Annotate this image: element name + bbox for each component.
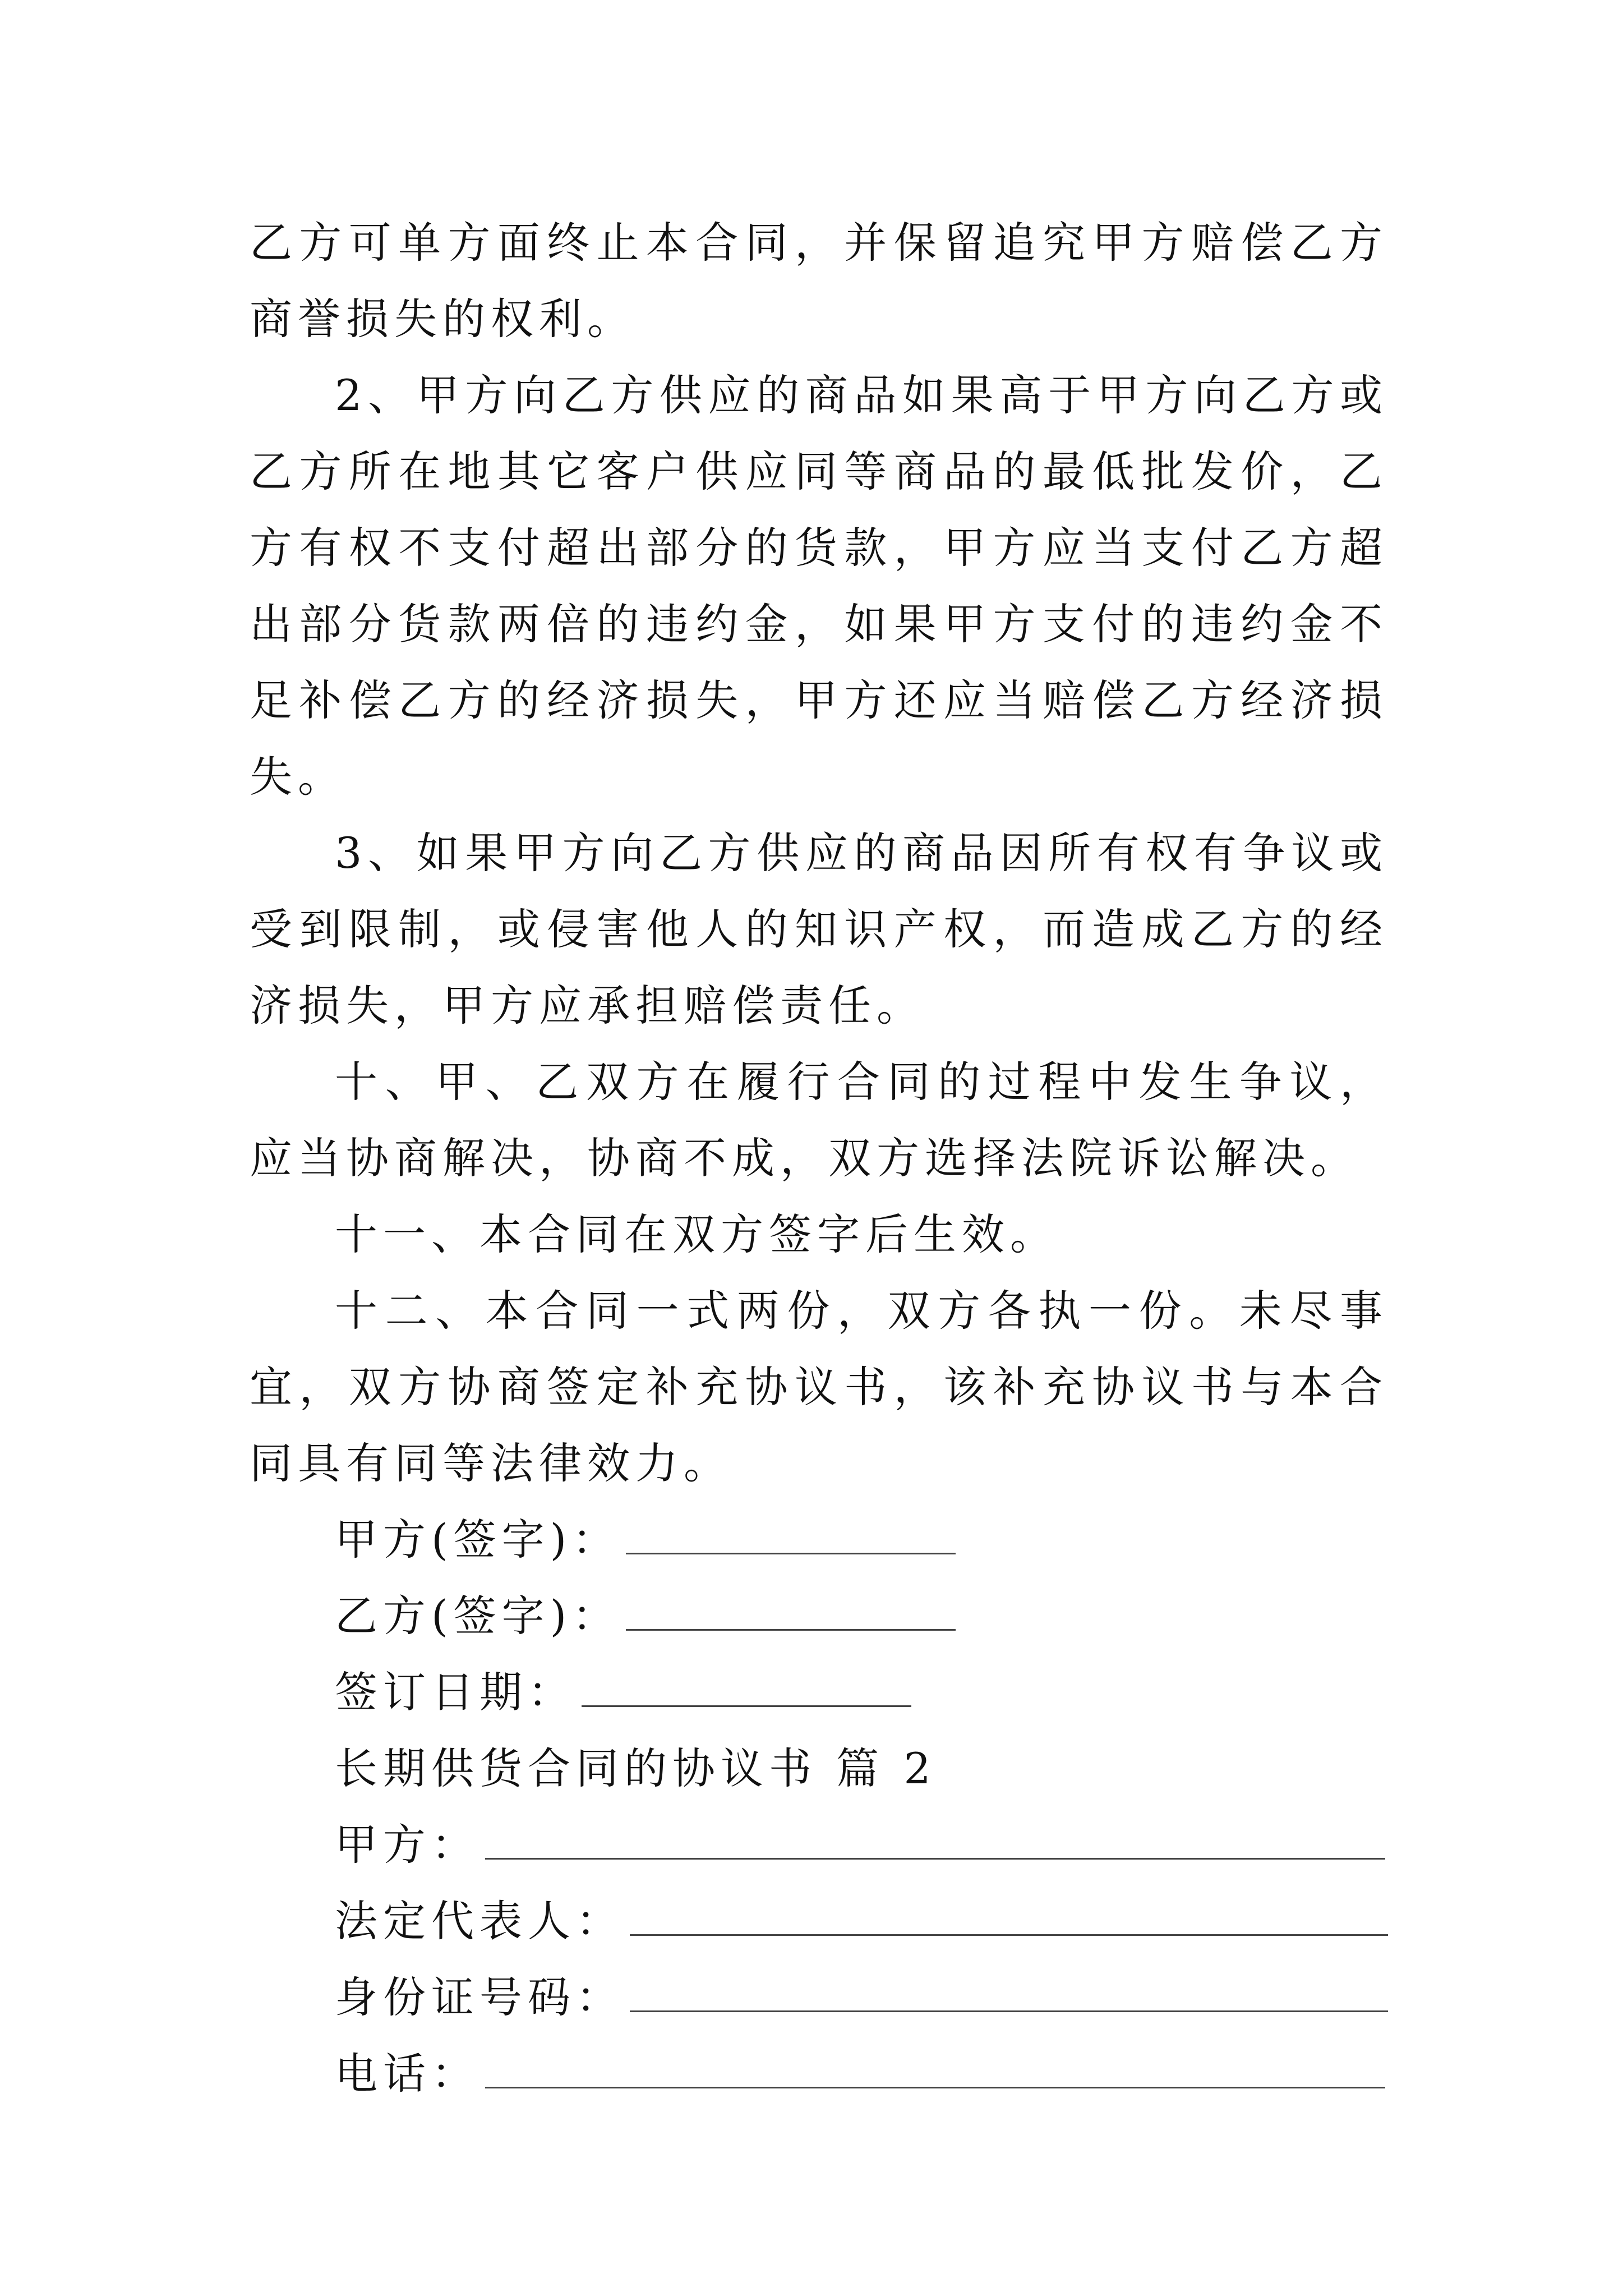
party-b-signature-line[interactable] (626, 1595, 956, 1631)
document-body (250, 205, 1388, 2112)
id-number-line[interactable] (630, 1977, 1388, 2012)
phone-label: 电话： (335, 2049, 479, 2099)
party-a-signature-line[interactable] (626, 1519, 956, 1554)
paragraph-clause-3: 3、如果甲方向乙方供应的商品因所有权有争议或受到限制，或侵害他人的知识产权，而造成乙方的经济损失，甲方应承担赔偿责任。 (250, 828, 1388, 1030)
party-a-signature-label: 甲方(签字)： (335, 1515, 621, 1565)
party-b-signature-label: 乙方(签字)： (335, 1591, 621, 1641)
id-number-label: 身份证号码： (335, 1972, 624, 2022)
party-a-signature-field (335, 1502, 1388, 1578)
legal-representative-label: 法定代表人： (335, 1896, 624, 1946)
party-b-signature-field (335, 1578, 1388, 1654)
paragraph-article-12: 十二、本合同一式两份，双方各执一份。未尽事宜，双方协商签定补充协议书，该补充协议书与本合同具有同等法律效力。 (250, 1286, 1388, 1488)
phone-field (335, 2036, 1388, 2112)
signing-date-line[interactable] (582, 1672, 911, 1707)
section-2-party-a-line[interactable] (485, 1824, 1385, 1860)
legal-representative-line[interactable] (630, 1901, 1388, 1936)
paragraph-article-11: 十一、本合同在双方签字后生效。 (335, 1209, 1058, 1259)
section-2-party-a-field (335, 1807, 1388, 1883)
section-2-party-a-label: 甲方： (335, 1820, 479, 1870)
paragraph-clause-2: 2、甲方向乙方供应的商品如果高于甲方向乙方或乙方所在地其它客户供应同等商品的最低批发价，乙方有权不支付超出部分的货款，甲方应当支付乙方超出部分货款两倍的违约金，如果甲方支付的违约金不足补偿乙方的经济损失，甲方还应当赔偿乙方经济损失。 (250, 370, 1388, 802)
id-number-field (335, 1959, 1388, 2036)
paragraph-article-10: 十、甲、乙双方在履行合同的过程中发生争议，应当协商解决，协商不成，双方选择法院诉讼解决。 (250, 1057, 1388, 1183)
section-2-title: 长期供货合同的协议书 篇 2 (335, 1743, 937, 1793)
phone-line[interactable] (485, 2053, 1385, 2088)
signing-date-label: 签订日期： (335, 1667, 576, 1717)
legal-representative-field (335, 1883, 1388, 1959)
signing-date-field (335, 1654, 1388, 1731)
paragraph-termination-rights: 乙方可单方面终止本合同，并保留追究甲方赔偿乙方商誉损失的权利。 (250, 218, 1388, 344)
